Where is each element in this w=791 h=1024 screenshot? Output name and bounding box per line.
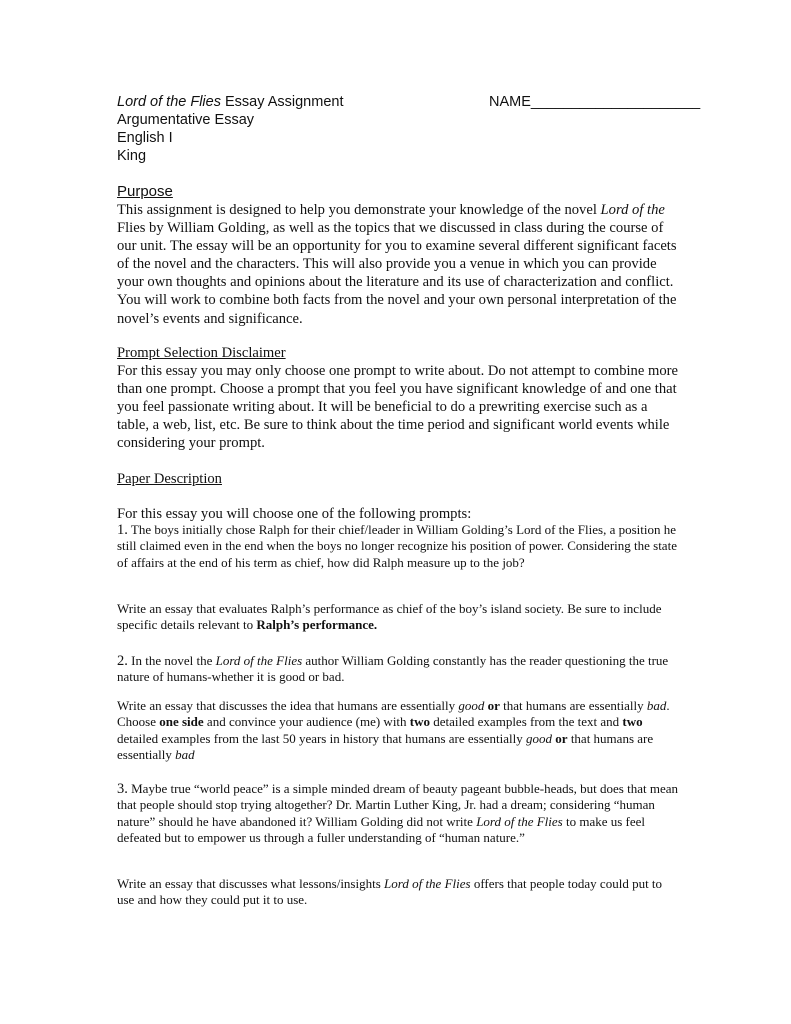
prompt-2-task-block	[117, 698, 679, 763]
name-field: NAME_____________________	[489, 94, 701, 110]
prompt-1-task: Write an essay that evaluates Ralph’s performance as chief of the boy’s island society. Be sure to include specific details relevant to Ralph’s performance.	[117, 601, 662, 633]
course-name: English I	[117, 130, 173, 146]
prompt-3	[117, 781, 679, 846]
title-rest: Essay Assignment	[220, 94, 344, 110]
prompt-2-text: 2. In the novel the Lord of the Flies author William Golding constantly has the reader questioning the true nature of humans-whether it is good or bad.	[117, 653, 669, 685]
prompt-1	[117, 522, 679, 571]
disclaimer-heading: Prompt Selection Disclaimer	[117, 345, 286, 361]
title-italic: Lord of the Flies	[117, 94, 221, 110]
assignment-title	[117, 93, 343, 111]
disclaimer-text: For this essay you may only choose one prompt to write about. Do not attempt to combine more than one prompt. Choose a prompt that you feel you have significant knowledge of and one that you feel passionate writing about. It will be beneficial to do a prewriting exercise such as a table, a web, list, etc. Be sure to think about the time period and significant world events while considering your prompt.	[117, 363, 678, 452]
prompt-1-text: 1. The boys initially chose Ralph for their chief/leader in William Golding’s Lord of the Flies, a position he still claimed even in the end when the boys no longer recognize his position of power. Considering the state of affairs at the end of his term as chief, how did Ralph measure up to the job?	[117, 522, 677, 570]
prompt-2-task: Write an essay that discusses the idea that humans are essentially good or that humans are essentially bad. Choose one side and convince your audience (me) with two detailed examples from the text and two detailed examples from the last 50 years in history that humans are essentially good or that humans are essentially bad	[117, 698, 670, 762]
purpose-heading: Purpose	[117, 183, 173, 200]
paper-description-section	[117, 470, 679, 488]
prompt-3-task-block	[117, 876, 679, 909]
prompt-3-text: 3. Maybe true “world peace” is a simple minded dream of beauty pageant bubble-heads, but does that mean that people should stop trying altogether? Dr. Martin Luther King, Jr. had a dream; considering “human nature” should he have abandoned it? William Golding did not write Lord of the Flies to make us feel defeated but to empower us through a fuller understanding of “human nature.”	[117, 781, 679, 845]
paper-intro-block	[117, 505, 679, 523]
essay-type: Argumentative Essay	[117, 112, 255, 128]
prompt-1-task-block	[117, 601, 679, 634]
paper-description-heading: Paper Description	[117, 471, 222, 487]
purpose-text: This assignment is designed to help you demonstrate your knowledge of the novel Lord of the Flies by William Golding, as well as the topics that we discussed in class during the course of our unit. The essay will be an opportunity for you to examine several different significant facets of the novel and the characters. This will also provide you a venue in which you can provide your own thoughts and opinions about the literature and its use of characterization and conflict. You will work to combine both facts from the novel and your own personal interpretation of the novel’s events and significance.	[117, 202, 677, 327]
paper-intro: For this essay you will choose one of the following prompts:	[117, 506, 472, 522]
prompt-3-task: Write an essay that discusses what lessons/insights Lord of the Flies offers that people today could put to use and how they could put it to use.	[117, 876, 663, 908]
purpose-section	[117, 183, 679, 328]
prompt-2	[117, 653, 679, 686]
disclaimer-section	[117, 344, 679, 453]
teacher-name: King	[117, 148, 147, 164]
